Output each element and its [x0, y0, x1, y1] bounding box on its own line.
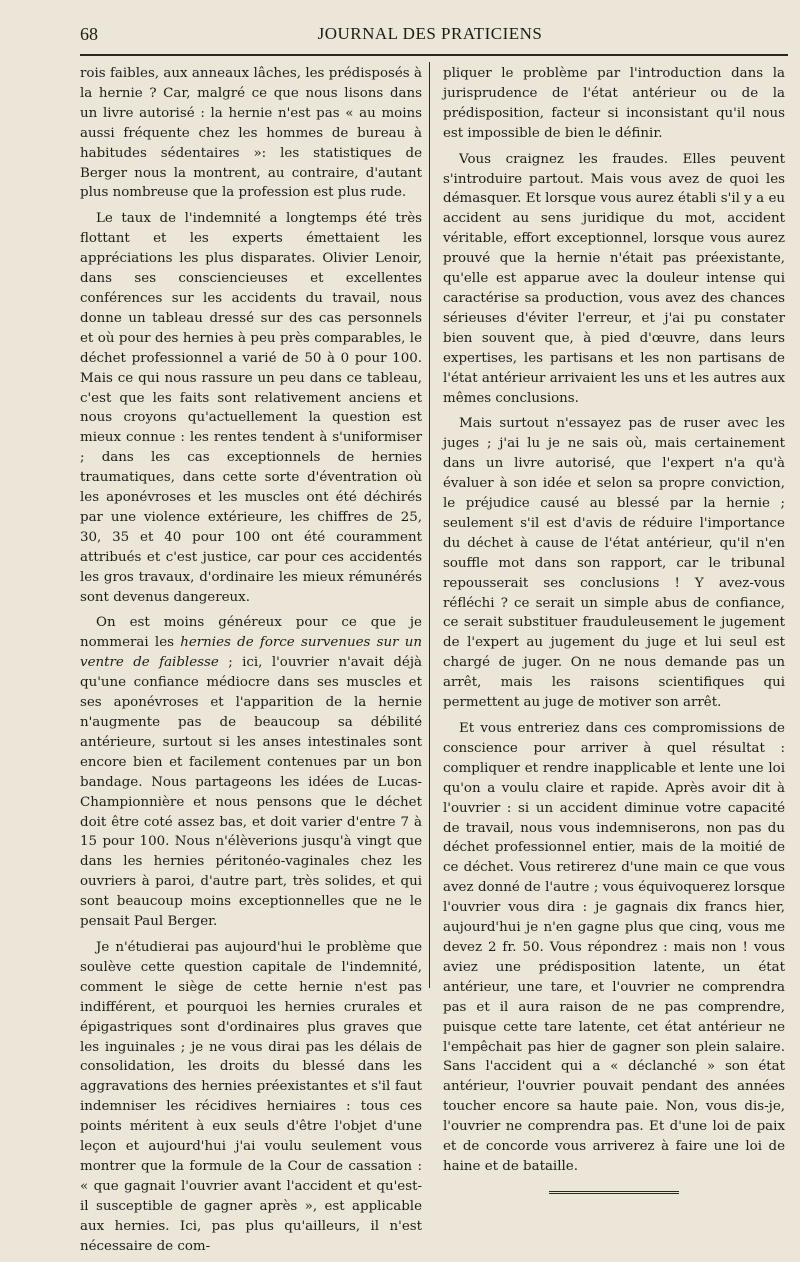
- italic-phrase: hernies de force survenues sur un ventre de faiblesse: [80, 635, 422, 671]
- paragraph: Le taux de l'indemnité a longtemps été très flottant et les experts émettaient les appréciations les plus disparates. Olivier Lenoir, dans ses consciencieuses et excellentes conférences sur les accidents du travail, nous donne un tableau dressé sur des cas personnels et où pour des hernies à peu près comparables, le déchet professionnel a varié de 50 à 0 pour 100. Mais ce qui nous rassure un peu dans ce tableau, c'est que les faits sont relativement anciens et nous croyons qu'actuellement la question est mieux connue : les rentes tendent à s'uniformiser ; dans les cas exceptionnels de hernies traumatiques, dans cette sorte d'éventration où les aponévroses et les muscles ont été déchirés par une violence extérieure, les chiffres de 25, 30, 35 et 40 pour 100 ont été couramment attribués et c'est justice, car pour ces accidentés les gros travaux, d'ordinaire les mieux rémunérés sont devenus dangereux.: [80, 211, 422, 605]
- column-divider: [429, 62, 430, 988]
- paragraph: Mais surtout n'essayez pas de ruser avec les juges ; j'ai lu je ne sais où, mais certainement dans un livre autorisé, que l'expert n'a qu'à évaluer à son idée et selon sa propre conviction, le préjudice causé au blessé par la hernie ; seulement s'il est d'avis de réduire l'importance du déchet à cause de l'état antérieur, qu'il n'en souffle mot dans son rapport, car le tribunal repousserait ses conclusions ! Y avez-vous réfléchi ? ce serait un simple abus de confiance, ce serait substituer frauduleusement le jugement de l'expert au jugement du juge et lui seul est chargé de juger. On ne nous demande pas un arrêt, mais les raisons scientifiques qui permettent au juge de motiver son arrêt.: [443, 416, 785, 711]
- header-rule: [80, 54, 788, 56]
- left-column: [80, 64, 422, 1262]
- page-header: [80, 24, 780, 50]
- paragraph-text: On est moins généreux pour ce que je nommerai les: [80, 615, 422, 651]
- paragraph: rois faibles, aux anneaux lâches, les prédisposés à la hernie ? Car, malgré ce que nous lisons dans un livre autorisé : la hernie n'est pas « au moins aussi fréquente chez les hommes de bureau à habitudes sédentaires »: les statistiques de Berger nous la montrent, au contraire, d'autant plus nombreuse que la profession est plus rude.: [80, 66, 422, 201]
- paragraph: [80, 613, 422, 932]
- end-rule: [549, 1191, 679, 1194]
- right-column: [443, 64, 785, 1194]
- paragraph: Vous craignez les fraudes. Elles peuvent s'introduire partout. Mais vous avez de quoi les démasquer. Et lorsque vous aurez établi s'il y a eu accident au sens juridique du mot, accident véritable, effort exceptionnel, lorsque vous aurez prouvé que la hernie n'était pas préexistante, qu'elle est apparue avec la douleur intense qui caractérise sa production, vous avez des chances sérieuses d'éviter l'erreur, et j'ai pu constater bien souvent que, à pied d'œuvre, dans leurs expertises, les partisans et les non partisans de l'état antérieur arrivaient les uns et les autres aux mêmes conclusions.: [443, 151, 785, 406]
- paragraph: Je n'étudierai pas aujourd'hui le problème que soulève cette question capitale de l'indemnité, comment le siège de cette hernie n'est pas indifférent, et pourquoi les hernies crurales et épigastriques sont d'ordinaires plus graves que les inguinales ; je ne vous dirai pas les délais de consolidation, les droits du blessé dans les aggravations des hernies préexistantes et s'il faut indemniser les récidives herniaires : tous ces points méritent à eux seuls d'être l'objet d'une leçon et aujourd'hui j'ai voulu seulement vous montrer que la formule de la Cour de cassation : « que gagnait l'ouvrier avant l'accident et qu'est-il susceptible de gagner après », est applicable aux hernies. Ici, pas plus qu'ailleurs, il n'est nécessaire de com-: [80, 939, 422, 1254]
- journal-title: JOURNAL DES PRATICIENS: [317, 24, 543, 43]
- paragraph: Et vous entreriez dans ces compromissions de conscience pour arriver à quel résultat : compliquer et rendre inapplicable et lente une loi qu'on a voulu claire et rapide. Après avoir dit à l'ouvrier : si un accident diminue votre capacité de travail, nous vous indemniserons, non pas du déchet professionnel entier, mais de la moitié de ce déchet. Vous retirerez d'une main ce que vous avez donné de l'autre ; vous équivoquerez lorsque l'ouvrier vous dira : je gagnais dix francs hier, aujourd'hui je n'en gagne plus que cinq, vous me devez 2 fr. 50. Vous répondrez : mais non ! vous aviez une prédisposition latente, un état antérieur, une tare, et l'ouvrier ne comprendra pas et il aura raison de ne pas comprendre, puisque cette tare latente, cet état antérieur ne l'empêchait pas hier de gagner son plein salaire. Sans l'accident qui a « déclanché » son état antérieur, l'ouvrier pouvait pendant des années toucher encore sa haute paie. Non, vous dis-je, l'ouvrier ne comprendra pas. Et d'une loi de paix et de concorde vous arriverez à faire une loi de haine et de bataille.: [443, 721, 785, 1174]
- paragraph-text: ; ici, l'ouvrier n'avait déjà qu'une confiance médiocre dans ses muscles et ses aponévroses et l'apparition de la hernie n'augmente pas de beaucoup sa débilité antérieure, surtout si les anses intestinales sont encore bien et facilement contenues par un bon bandage. Nous partageons les idées de Lucas-Championnière et nous pensons que le déchet doit être coté assez bas, et doit varier d'entre 7 à 15 pour 100. Nous n'élèverions jusqu'à vingt que dans les hernies péritonéo-vaginales chez les ouvriers à paroi, d'autre part, très solides, et qui sont beaucoup moins exceptionnelles que ne le pensait Paul Berger.: [80, 655, 422, 930]
- page-number: 68: [80, 24, 98, 44]
- paragraph: pliquer le problème par l'introduction dans la jurisprudence de l'état antérieur ou de la prédisposition, facteur si inconsistant qu'il nous est impossible de bien le définir.: [443, 66, 785, 141]
